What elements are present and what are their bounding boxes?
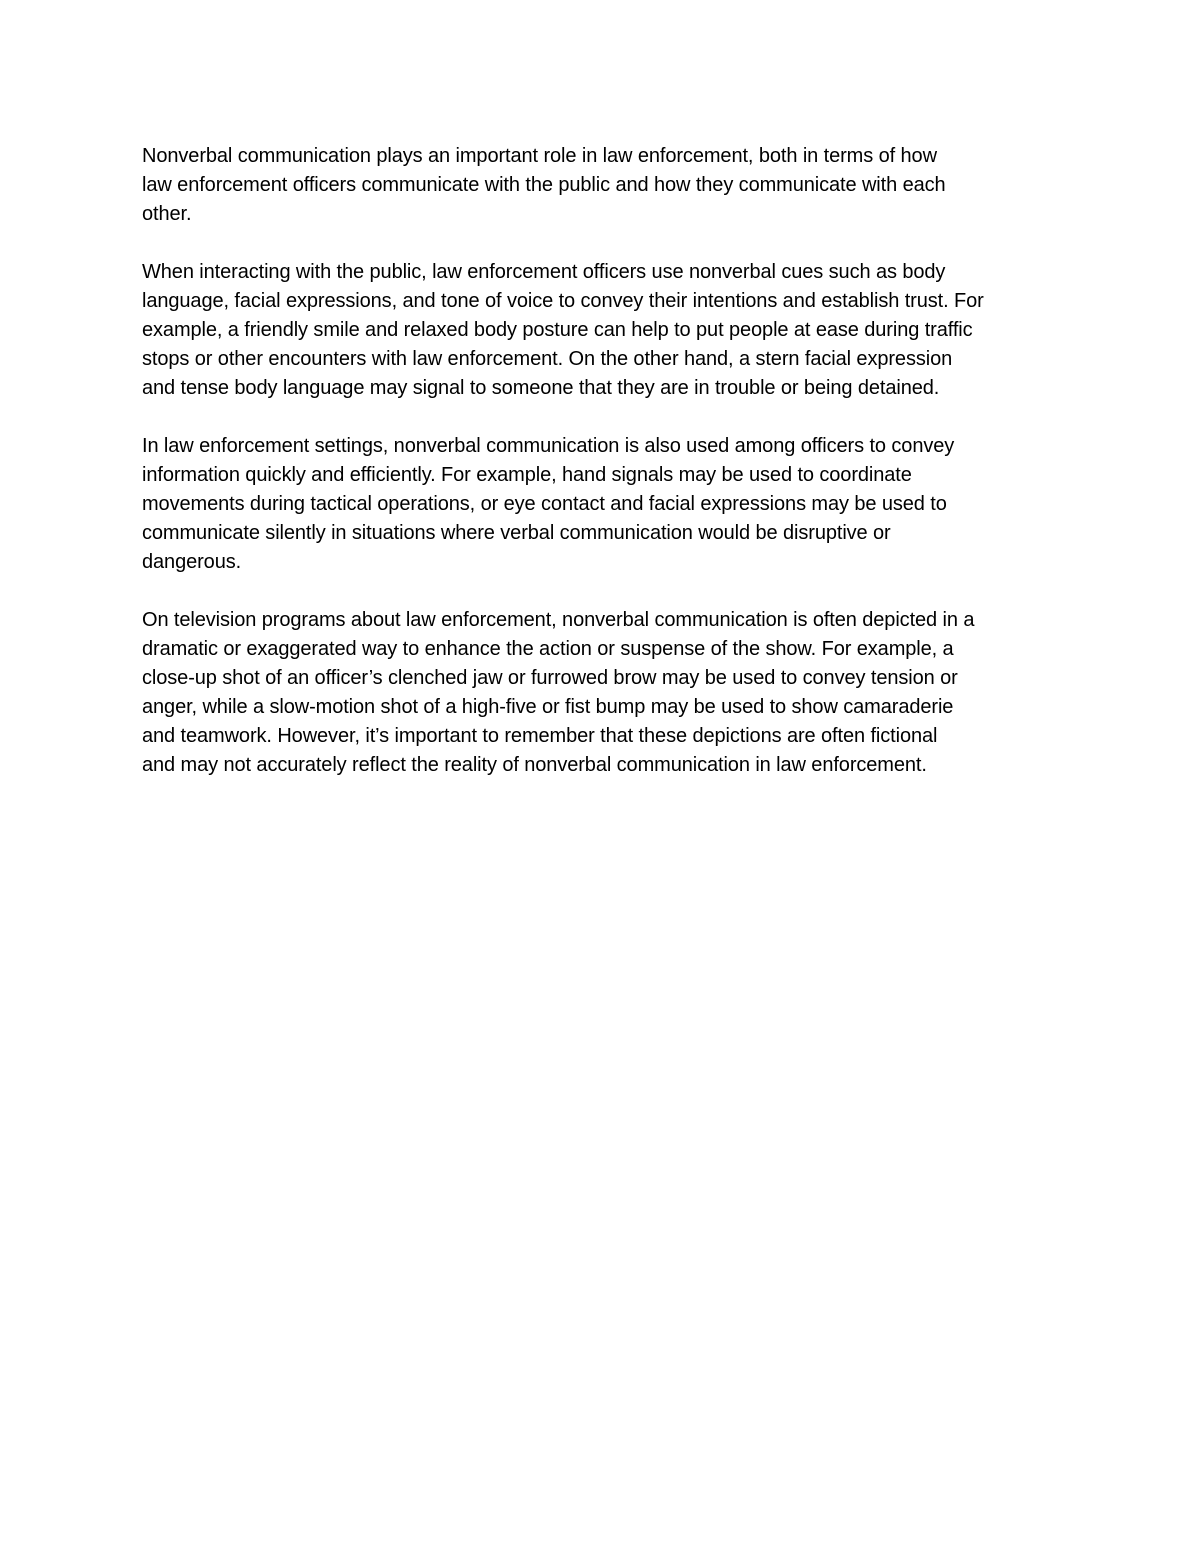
paragraph-line: information quickly and efficiently. For example, hand signals may be used to coordinate	[142, 464, 912, 486]
paragraph-4	[142, 606, 1062, 780]
paragraph-line: anger, while a slow-motion shot of a high-five or fist bump may be used to show camaraderie	[142, 696, 954, 718]
paragraph-line: law enforcement officers communicate with the public and how they communicate with each	[142, 174, 946, 196]
paragraph-line: movements during tactical operations, or eye contact and facial expressions may be used to	[142, 493, 947, 515]
paragraph-2	[142, 258, 1062, 403]
paragraph-line: When interacting with the public, law enforcement officers use nonverbal cues such as body	[142, 261, 946, 283]
paragraph-line: and teamwork. However, it’s important to remember that these depictions are often fictional	[142, 725, 938, 747]
document-body	[142, 142, 1062, 809]
paragraph-line: On television programs about law enforcement, nonverbal communication is often depicted in a	[142, 609, 975, 631]
paragraph-3	[142, 432, 1062, 577]
paragraph-line: language, facial expressions, and tone of voice to convey their intentions and establish trust. For	[142, 290, 984, 312]
paragraph-line: communicate silently in situations where verbal communication would be disruptive or	[142, 522, 891, 544]
paragraph-line: and may not accurately reflect the reality of nonverbal communication in law enforcement.	[142, 754, 927, 776]
paragraph-line: dangerous.	[142, 551, 242, 573]
paragraph-line: dramatic or exaggerated way to enhance the action or suspense of the show. For example, a	[142, 638, 954, 660]
paragraph-line: other.	[142, 203, 192, 225]
paragraph-line: Nonverbal communication plays an important role in law enforcement, both in terms of how	[142, 145, 937, 167]
paragraph-1	[142, 142, 1062, 229]
paragraph-line: example, a friendly smile and relaxed body posture can help to put people at ease during traffic	[142, 319, 973, 341]
paragraph-line: close-up shot of an officer’s clenched jaw or furrowed brow may be used to convey tension or	[142, 667, 958, 689]
paragraph-line: and tense body language may signal to someone that they are in trouble or being detained.	[142, 377, 940, 399]
paragraph-line: In law enforcement settings, nonverbal communication is also used among officers to convey	[142, 435, 955, 457]
paragraph-line: stops or other encounters with law enforcement. On the other hand, a stern facial expression	[142, 348, 953, 370]
